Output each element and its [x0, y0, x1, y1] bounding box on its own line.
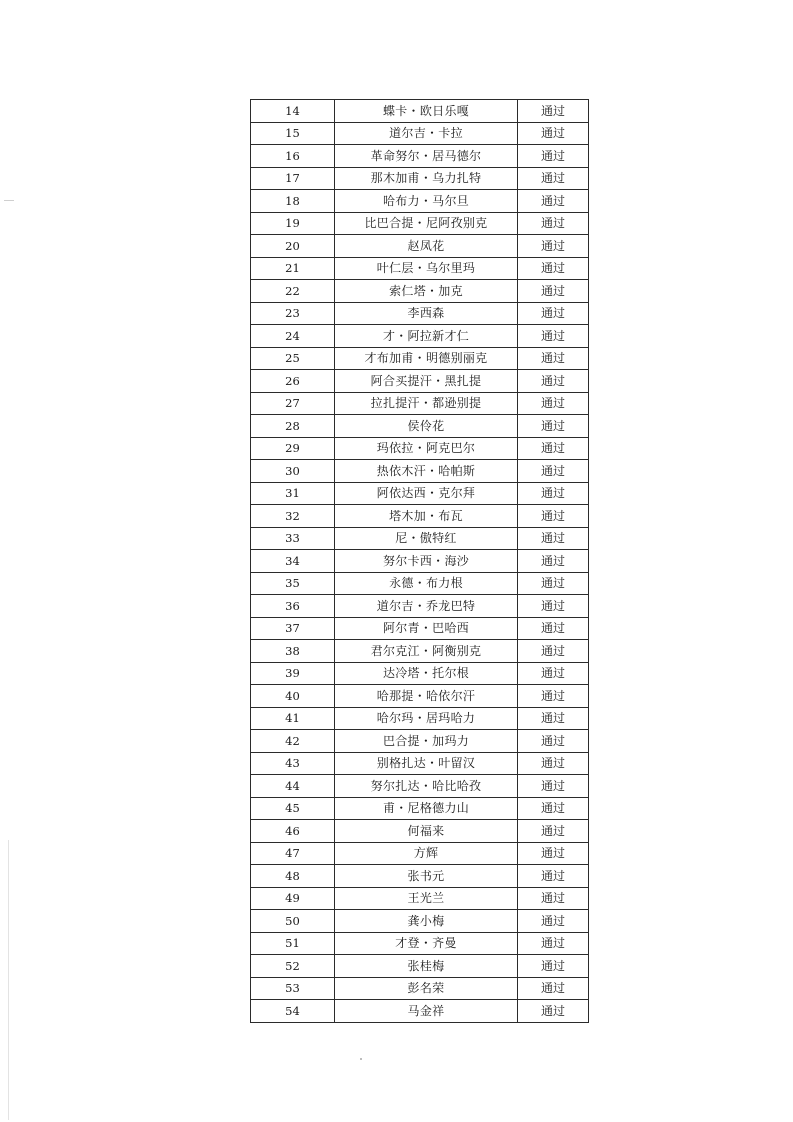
- row-number-cell: 50: [251, 910, 335, 933]
- status-cell: 通过: [518, 505, 589, 528]
- status-cell: 通过: [518, 865, 589, 888]
- row-number-cell: 37: [251, 617, 335, 640]
- row-number-cell: 29: [251, 437, 335, 460]
- status-cell: 通过: [518, 887, 589, 910]
- table-row: [251, 797, 589, 820]
- status-cell: 通过: [518, 572, 589, 595]
- row-number-cell: 48: [251, 865, 335, 888]
- table-row: [251, 865, 589, 888]
- row-number-cell: 39: [251, 662, 335, 685]
- name-cell: 革命努尔・居马德尔: [335, 145, 518, 168]
- table-row: [251, 122, 589, 145]
- table-row: [251, 392, 589, 415]
- table-row: [251, 257, 589, 280]
- row-number-cell: 33: [251, 527, 335, 550]
- status-cell: 通过: [518, 392, 589, 415]
- table-row: [251, 775, 589, 798]
- name-cell: 龚小梅: [335, 910, 518, 933]
- row-number-cell: 41: [251, 707, 335, 730]
- table-row: [251, 370, 589, 393]
- table-row: [251, 617, 589, 640]
- row-number-cell: 14: [251, 100, 335, 123]
- name-cell: 张桂梅: [335, 955, 518, 978]
- status-cell: 通过: [518, 707, 589, 730]
- row-number-cell: 49: [251, 887, 335, 910]
- status-cell: 通过: [518, 212, 589, 235]
- row-number-cell: 25: [251, 347, 335, 370]
- name-cell: 玛依拉・阿克巴尔: [335, 437, 518, 460]
- row-number-cell: 27: [251, 392, 335, 415]
- row-number-cell: 43: [251, 752, 335, 775]
- name-cell: 才登・齐曼: [335, 932, 518, 955]
- row-number-cell: 47: [251, 842, 335, 865]
- status-cell: 通过: [518, 842, 589, 865]
- row-number-cell: 18: [251, 190, 335, 213]
- name-cell: 张书元: [335, 865, 518, 888]
- row-number-cell: 28: [251, 415, 335, 438]
- name-cell: 方辉: [335, 842, 518, 865]
- row-number-cell: 21: [251, 257, 335, 280]
- name-cell: 努尔扎达・哈比哈孜: [335, 775, 518, 798]
- name-cell: 君尔克江・阿衡别克: [335, 640, 518, 663]
- name-cell: 尼・傲特红: [335, 527, 518, 550]
- status-cell: 通过: [518, 257, 589, 280]
- row-number-cell: 53: [251, 977, 335, 1000]
- table-row: [251, 302, 589, 325]
- status-cell: 通过: [518, 347, 589, 370]
- name-cell: 努尔卡西・海沙: [335, 550, 518, 573]
- name-cell: 阿依达西・克尔拜: [335, 482, 518, 505]
- table-row: [251, 167, 589, 190]
- scan-artifact: [360, 1058, 362, 1060]
- name-cell: 塔木加・布瓦: [335, 505, 518, 528]
- status-cell: 通过: [518, 595, 589, 618]
- table-row: [251, 752, 589, 775]
- status-cell: 通过: [518, 527, 589, 550]
- table-row: [251, 190, 589, 213]
- name-cell: 别格扎达・叶留汉: [335, 752, 518, 775]
- row-number-cell: 17: [251, 167, 335, 190]
- status-cell: 通过: [518, 640, 589, 663]
- table-row: [251, 325, 589, 348]
- table-row: [251, 460, 589, 483]
- row-number-cell: 20: [251, 235, 335, 258]
- row-number-cell: 51: [251, 932, 335, 955]
- row-number-cell: 26: [251, 370, 335, 393]
- row-number-cell: 42: [251, 730, 335, 753]
- status-cell: 通过: [518, 235, 589, 258]
- status-cell: 通过: [518, 752, 589, 775]
- name-cell: 彭名荣: [335, 977, 518, 1000]
- row-number-cell: 24: [251, 325, 335, 348]
- table-row: [251, 595, 589, 618]
- table-row: [251, 977, 589, 1000]
- status-cell: 通过: [518, 685, 589, 708]
- status-cell: 通过: [518, 122, 589, 145]
- name-cell: 甫・尼格德力山: [335, 797, 518, 820]
- status-cell: 通过: [518, 415, 589, 438]
- name-cell: 阿尔青・巴哈西: [335, 617, 518, 640]
- name-cell: 道尔吉・乔龙巴特: [335, 595, 518, 618]
- status-cell: 通过: [518, 370, 589, 393]
- table-row: [251, 437, 589, 460]
- name-cell: 索仁塔・加克: [335, 280, 518, 303]
- name-cell: 道尔吉・卡拉: [335, 122, 518, 145]
- status-cell: 通过: [518, 100, 589, 123]
- table-row: [251, 145, 589, 168]
- name-cell: 才布加甫・明德别丽克: [335, 347, 518, 370]
- row-number-cell: 22: [251, 280, 335, 303]
- table-row: [251, 707, 589, 730]
- row-number-cell: 36: [251, 595, 335, 618]
- name-cell: 才・阿拉新才仁: [335, 325, 518, 348]
- row-number-cell: 19: [251, 212, 335, 235]
- row-number-cell: 35: [251, 572, 335, 595]
- name-cell: 哈尔玛・居玛哈力: [335, 707, 518, 730]
- name-cell: 拉扎提汗・都逊别提: [335, 392, 518, 415]
- table-row: [251, 482, 589, 505]
- table-row: [251, 820, 589, 843]
- table-row: [251, 235, 589, 258]
- row-number-cell: 32: [251, 505, 335, 528]
- row-number-cell: 15: [251, 122, 335, 145]
- status-cell: 通过: [518, 932, 589, 955]
- name-cell: 哈布力・马尔旦: [335, 190, 518, 213]
- table-row: [251, 280, 589, 303]
- status-cell: 通过: [518, 437, 589, 460]
- row-number-cell: 38: [251, 640, 335, 663]
- table-row: [251, 640, 589, 663]
- row-number-cell: 52: [251, 955, 335, 978]
- table-row: [251, 100, 589, 123]
- status-cell: 通过: [518, 325, 589, 348]
- row-number-cell: 16: [251, 145, 335, 168]
- table-row: [251, 685, 589, 708]
- table-row: [251, 527, 589, 550]
- name-cell: 侯伶花: [335, 415, 518, 438]
- scan-artifact: [8, 840, 9, 1120]
- roster-table-body: [251, 100, 589, 1023]
- status-cell: 通过: [518, 977, 589, 1000]
- name-cell: 阿合买提汗・黑扎提: [335, 370, 518, 393]
- status-cell: 通过: [518, 797, 589, 820]
- status-cell: 通过: [518, 955, 589, 978]
- row-number-cell: 54: [251, 1000, 335, 1023]
- name-cell: 达冷塔・托尔根: [335, 662, 518, 685]
- status-cell: 通过: [518, 550, 589, 573]
- name-cell: 比巴合提・尼阿孜别克: [335, 212, 518, 235]
- status-cell: 通过: [518, 775, 589, 798]
- table-row: [251, 505, 589, 528]
- roster-table: [250, 99, 589, 1023]
- status-cell: 通过: [518, 302, 589, 325]
- name-cell: 哈那提・哈依尔汗: [335, 685, 518, 708]
- table-row: [251, 662, 589, 685]
- name-cell: 巴合提・加玛力: [335, 730, 518, 753]
- table-row: [251, 887, 589, 910]
- name-cell: 马金祥: [335, 1000, 518, 1023]
- table-row: [251, 572, 589, 595]
- status-cell: 通过: [518, 167, 589, 190]
- name-cell: 王光兰: [335, 887, 518, 910]
- status-cell: 通过: [518, 617, 589, 640]
- row-number-cell: 44: [251, 775, 335, 798]
- row-number-cell: 31: [251, 482, 335, 505]
- table-row: [251, 347, 589, 370]
- row-number-cell: 23: [251, 302, 335, 325]
- name-cell: 那木加甫・乌力扎特: [335, 167, 518, 190]
- status-cell: 通过: [518, 662, 589, 685]
- table-row: [251, 910, 589, 933]
- table-row: [251, 1000, 589, 1023]
- name-cell: 蝶卡・欧日乐嘎: [335, 100, 518, 123]
- name-cell: 李西森: [335, 302, 518, 325]
- scan-artifact: [4, 200, 14, 201]
- status-cell: 通过: [518, 460, 589, 483]
- status-cell: 通过: [518, 280, 589, 303]
- table-row: [251, 955, 589, 978]
- status-cell: 通过: [518, 820, 589, 843]
- table-row: [251, 415, 589, 438]
- name-cell: 赵凤花: [335, 235, 518, 258]
- status-cell: 通过: [518, 145, 589, 168]
- table-row: [251, 212, 589, 235]
- status-cell: 通过: [518, 1000, 589, 1023]
- status-cell: 通过: [518, 730, 589, 753]
- table-row: [251, 550, 589, 573]
- table-row: [251, 842, 589, 865]
- row-number-cell: 34: [251, 550, 335, 573]
- name-cell: 永德・布力根: [335, 572, 518, 595]
- name-cell: 何福来: [335, 820, 518, 843]
- row-number-cell: 30: [251, 460, 335, 483]
- name-cell: 叶仁层・乌尔里玛: [335, 257, 518, 280]
- row-number-cell: 46: [251, 820, 335, 843]
- status-cell: 通过: [518, 482, 589, 505]
- status-cell: 通过: [518, 190, 589, 213]
- row-number-cell: 40: [251, 685, 335, 708]
- row-number-cell: 45: [251, 797, 335, 820]
- table-row: [251, 730, 589, 753]
- name-cell: 热依木汗・哈帕斯: [335, 460, 518, 483]
- table-row: [251, 932, 589, 955]
- status-cell: 通过: [518, 910, 589, 933]
